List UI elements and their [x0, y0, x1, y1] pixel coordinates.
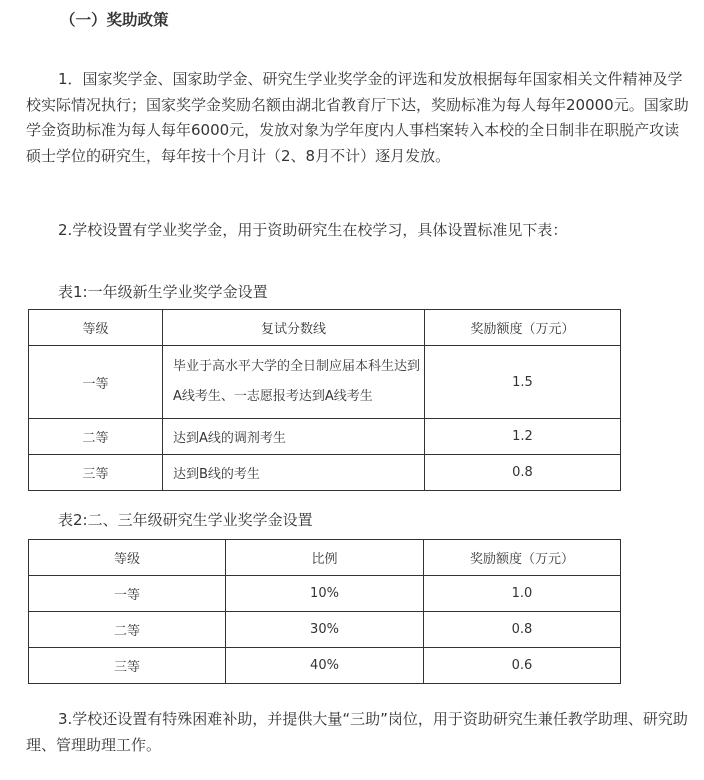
senior-year-scholarship-table [28, 539, 621, 684]
cell-amount: 1.0 [424, 576, 621, 612]
header-level: 等级 [29, 310, 163, 346]
header-amount: 奖励额度（万元） [424, 540, 621, 576]
header-level: 等级 [29, 540, 226, 576]
cell-amount: 0.8 [424, 612, 621, 648]
cell-amount: 1.2 [425, 419, 621, 455]
cell-amount: 0.6 [424, 648, 621, 684]
cell-amount: 0.8 [425, 455, 621, 491]
header-amount: 奖励额度（万元） [425, 310, 621, 346]
cell-level: 一等 [29, 576, 226, 612]
header-ratio: 比例 [226, 540, 424, 576]
table-row [29, 648, 621, 684]
cell-criteria: 毕业于高水平大学的全日制应届本科生达到A线考生、一志愿报考达到A线考生 [163, 346, 425, 419]
paragraph-national-scholarships [26, 67, 690, 169]
paragraph-academic-scholarship: 2.学校设置有学业奖学金，用于资助研究生在校学习，具体设置标准见下表： [58, 221, 568, 239]
header-criteria: 复试分数线 [163, 310, 425, 346]
table-header-row [29, 310, 621, 346]
paragraph-text: 3.学校还设置有特殊困难补助，并提供大量“三助”岗位，用于资助研究生兼任教学助理、研究助理、管理助理工作。 [26, 710, 688, 754]
table-row [29, 419, 621, 455]
cell-level: 二等 [29, 419, 163, 455]
cell-level: 三等 [29, 648, 226, 684]
cell-ratio: 30% [226, 612, 424, 648]
table-row [29, 576, 621, 612]
cell-criteria: 达到B线的考生 [163, 455, 425, 491]
paragraph-special-aid [26, 707, 690, 758]
paragraph-text: 1．国家奖学金、国家助学金、研究生学业奖学金的评选和发放根据每年国家相关文件精神及学校实际情况执行；国家奖学金奖励名额由湖北省教育厅下达，奖励标准为每人每年20000元。国家助学金资助标准为每人每年6000元，发放对象为学年度内人事档案转入本校的全日制非在职脱产攻读硕士学位的研究生，每年按十个月计（2、8月不计）逐月发放。 [26, 70, 689, 165]
table-header-row [29, 540, 621, 576]
first-year-scholarship-table [28, 309, 621, 491]
table2-caption: 表2:二、三年级研究生学业奖学金设置 [58, 511, 313, 529]
section-title: （一）奖助政策 [60, 11, 169, 29]
table1-caption: 表1:一年级新生学业奖学金设置 [58, 283, 268, 301]
cell-criteria: 达到A线的调剂考生 [163, 419, 425, 455]
cell-level: 三等 [29, 455, 163, 491]
cell-ratio: 40% [226, 648, 424, 684]
table-row [29, 455, 621, 491]
cell-ratio: 10% [226, 576, 424, 612]
table-row [29, 612, 621, 648]
cell-level: 一等 [29, 346, 163, 419]
cell-amount: 1.5 [425, 346, 621, 419]
table-row [29, 346, 621, 419]
cell-level: 二等 [29, 612, 226, 648]
